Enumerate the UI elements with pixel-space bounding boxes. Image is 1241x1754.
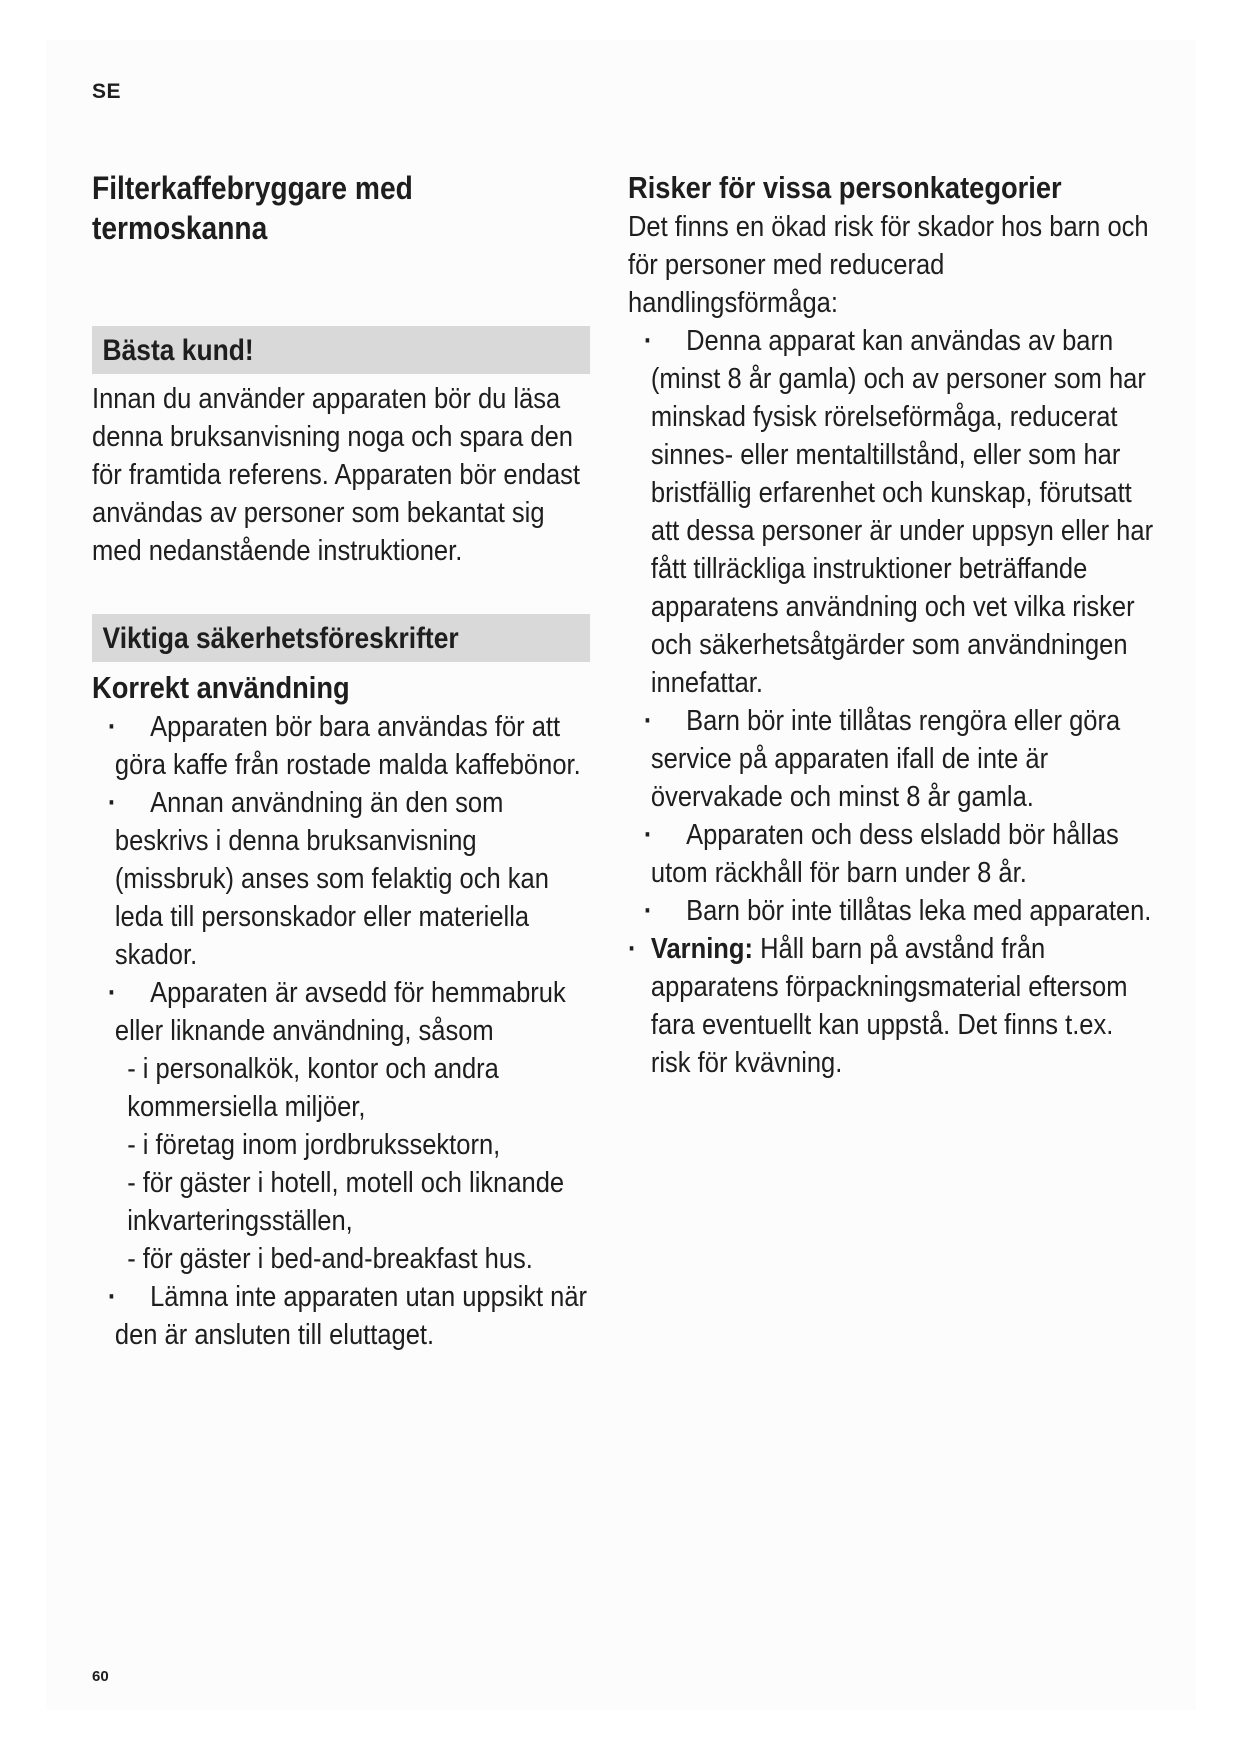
bullet-icon: · bbox=[628, 933, 637, 965]
list-item: · Annan användning än den som beskrivs i denna bruksanvisning (missbruk) anses som felaktig och kan leda till personskador eller materiella skador. bbox=[92, 784, 594, 974]
risks-list bbox=[628, 322, 1156, 930]
bullet-icon: · bbox=[643, 819, 653, 851]
list-item: · Lämna inte apparaten utan uppsikt när den är ansluten till eluttaget. bbox=[92, 1278, 594, 1354]
section-heading-dear-customer: Bästa kund! bbox=[92, 326, 590, 374]
bullet-icon: · bbox=[107, 977, 117, 1009]
page-number: 60 bbox=[92, 1668, 109, 1685]
warning-paragraph bbox=[628, 930, 1156, 1082]
warning-label: Varning: bbox=[650, 933, 753, 965]
sublist-item: - för gäster i hotell, motell och liknande inkvarteringsställen, bbox=[127, 1167, 565, 1237]
intro-paragraph: Innan du använder apparaten bör du läsa denna bruksanvisning noga och spara den för framtida referens. Apparaten bör endast användas av personer som bekantat sig med nedanstående instruktioner. bbox=[92, 383, 581, 567]
bullet-icon: · bbox=[107, 711, 117, 743]
sublist-item: - för gäster i bed-and-breakfast hus. bbox=[127, 1243, 533, 1275]
subheading-correct-use: Korrekt användning bbox=[92, 670, 350, 705]
title-line-2: termoskanna bbox=[92, 210, 268, 246]
risks-intro: Det finns en ökad risk för skador hos barn och för personer med reducerad handlingsförmåga: bbox=[628, 211, 1149, 319]
bullet-icon: · bbox=[107, 787, 117, 819]
sublist-item: - i företag inom jordbrukssektorn, bbox=[127, 1129, 501, 1161]
section-heading-safety: Viktiga säkerhetsföreskrifter bbox=[92, 614, 590, 662]
right-column bbox=[628, 168, 1156, 1082]
list-item: · Denna apparat kan användas av barn (minst 8 år gamla) och av personer som har minskad fysisk rörelseförmåga, reducerat sinnes- eller mentaltillstånd, eller som har bristfällig erfarenhet och kunskap, förutsatt att dessa personer är under uppsyn eller har fått tillräckliga instruktioner beträffande apparatens användning och vet vilka risker och säkerhetsåtgärder som användningen innefattar. bbox=[628, 322, 1156, 702]
bullet-icon: · bbox=[643, 895, 653, 927]
document-title bbox=[92, 168, 594, 248]
list-item: · Apparaten och dess elsladd bör hållas utom räckhåll för barn under 8 år. bbox=[628, 816, 1156, 892]
list-item: · Barn bör inte tillåtas leka med apparaten. bbox=[628, 892, 1156, 930]
language-code: SE bbox=[92, 80, 122, 103]
sublist-item: - i personalkök, kontor och andra kommersiella miljöer, bbox=[127, 1053, 499, 1123]
title-line-1: Filterkaffebryggare med bbox=[92, 170, 413, 206]
bullet-icon: · bbox=[643, 705, 653, 737]
bullet-icon: · bbox=[643, 325, 653, 357]
warning-text: Håll barn på avstånd från apparatens förpackningsmaterial eftersom fara eventuellt kan uppstå. Det finns t.ex. risk för kvävning. bbox=[650, 933, 1128, 1079]
usage-sublist bbox=[115, 1050, 594, 1278]
bullet-icon: · bbox=[107, 1281, 117, 1313]
left-column bbox=[92, 168, 594, 1354]
list-item: · Barn bör inte tillåtas rengöra eller göra service på apparaten ifall de inte är övervakade och minst 8 år gamla. bbox=[628, 702, 1156, 816]
correct-use-list bbox=[92, 708, 594, 1354]
subheading-risks: Risker för vissa personkategorier bbox=[628, 170, 1062, 205]
list-item: · Apparaten bör bara användas för att göra kaffe från rostade malda kaffebönor. bbox=[92, 708, 594, 784]
list-item: · Apparaten är avsedd för hemmabruk eller liknande användning, såsom - i personalkök, kontor och andra kommersiella miljöer, - i företag inom jordbrukssektorn, - för gäster i hotell, motell och liknande inkvarteringsställen, - för gäster i bed-and-breakfast hus. bbox=[92, 974, 594, 1278]
